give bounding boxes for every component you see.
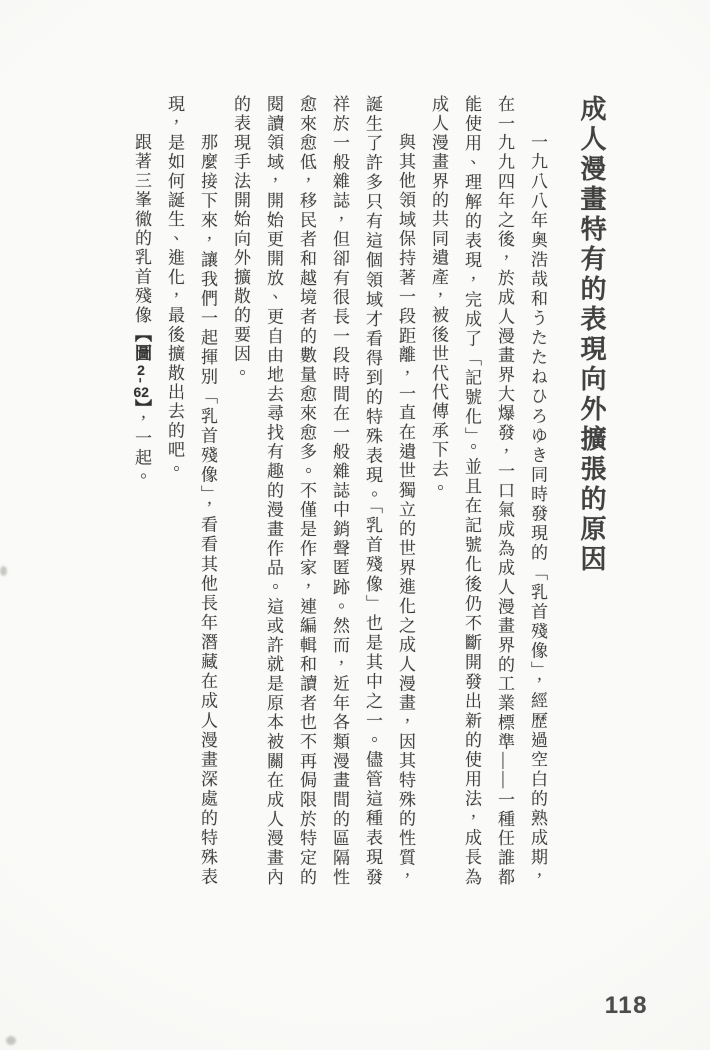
figure-sentence-post: ，一起。 [132, 409, 151, 487]
paragraph-2: 與其他領域保持著一段距離，一直在遺世獨立的世界進化之成人漫畫，因其特殊的性質，誕生了許多只有這個領域才看得到的特殊表現。「乳首殘像」也是其中之一。儘管這種表現發祥於一般雜誌，但卻有很長一段時間在一般雜誌中銷聲匿跡。然而，近年各類漫畫間的區隔性愈來愈低，移民者和越境者的數量愈來愈多。不僅是作家，連編輯和讀者也不再侷限於特定的閱讀領域，開始更開放、更自由地去尋找有趣的漫畫作品。這或許就是原本被關在成人漫畫內的表現手法開始向外擴散的要因。 [231, 95, 415, 887]
figure-ref-close-bracket: 】 [132, 399, 151, 410]
figure-ref-hyphen: - [132, 377, 151, 386]
paragraph-3: 那麼接下來，讓我們一起揮別「乳首殘像」，看看其他長年潛藏在成人漫畫深處的特殊表現，是如何誕生、進化，最後擴散出去的吧。 [165, 95, 217, 887]
scan-artifact [0, 566, 7, 576]
scan-artifact [6, 1036, 16, 1045]
paragraph-1: 一九八八年奧浩哉和うたたねひろゆき同時發現的「乳首殘像」，經歷過空白的熟成期，在一九九四年之後，於成人漫畫界大爆發，一口氣成為成人漫畫界的工業標準——一種任誰都能使用、理解的表現，完成了「記號化」。並且在記號化後仍不斷開發出新的使用法，成長為成人漫畫界的共同遺產，被後世代代傳承下去。 [429, 95, 547, 887]
figure-ref-chapter-number: 2 [137, 363, 145, 378]
figure-ref-open-bracket: 【圖 [132, 325, 151, 364]
figure-reference [132, 325, 151, 410]
paragraph-figure [124, 95, 158, 887]
page-number: 118 [604, 992, 648, 1019]
figure-sentence-pre: 跟著三峯徹的乳首殘像 [132, 133, 151, 325]
page-content [124, 95, 615, 887]
figure-ref-figure-number: 62 [133, 385, 149, 400]
chapter-title: 成人漫畫特有的表現向外擴張的原因 [577, 95, 606, 575]
